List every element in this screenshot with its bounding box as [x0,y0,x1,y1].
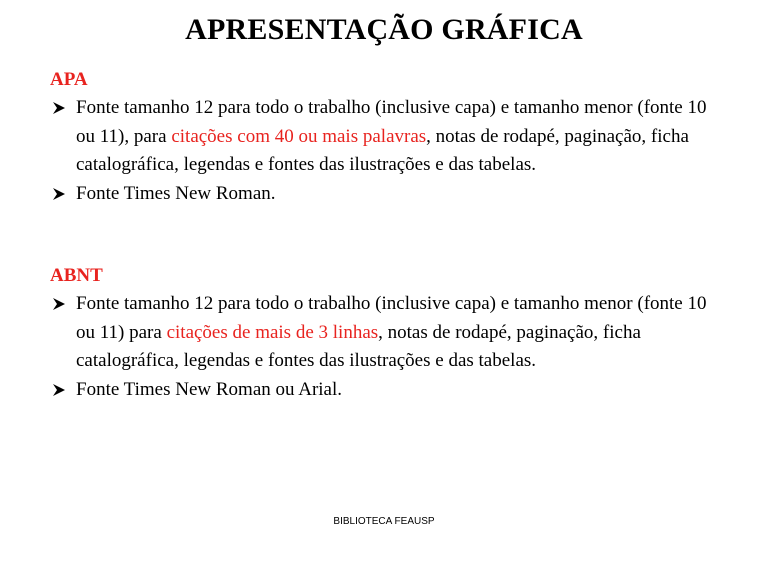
apa-bullet-list [50,94,710,208]
abnt-section [50,262,710,404]
apa-bullet-font-size-text-end: , notas de rodapé, paginação, ficha catalográfica, legendas e fontes das ilustrações e das tabelas. [76,125,689,175]
abnt-bullet-font-size-text-end: , notas de rodapé, paginação, ficha catalográfica, legendas e fontes das ilustrações e das tabelas. [76,321,641,371]
apa-bullet-font-size [50,94,710,180]
apa-bullet-font-family-text: Fonte Times New Roman. [76,182,276,204]
slide-title: APRESENTAÇÃO GRÁFICA [185,13,583,46]
arrow-bullet-icon [52,383,66,397]
apa-citation-rule-highlight: citações com 40 ou mais palavras [171,125,427,147]
arrow-bullet-icon [52,297,66,311]
apa-bullet-font-size-text: Fonte tamanho 12 para todo o trabalho (inclusive capa) e tamanho menor (fonte 10 ou 11), para [76,97,707,147]
abnt-bullet-font-family [50,376,710,405]
arrow-bullet-icon [52,187,66,201]
abnt-bullet-list [50,290,710,404]
abnt-heading: ABNT [50,265,103,286]
abnt-bullet-font-size [50,290,710,376]
abnt-citation-rule-highlight: citações de mais de 3 linhas [166,321,379,343]
apa-section [50,66,710,208]
slide-footer: BIBLIOTECA FEAUSP [333,516,435,527]
abnt-bullet-font-size-text: Fonte tamanho 12 para todo o trabalho (inclusive capa) e tamanho menor (fonte 10 ou 11) para [76,293,707,343]
apa-heading: APA [50,69,88,90]
apa-bullet-font-family [50,180,710,209]
abnt-bullet-font-family-text: Fonte Times New Roman ou Arial. [76,378,343,400]
arrow-bullet-icon [52,101,66,115]
